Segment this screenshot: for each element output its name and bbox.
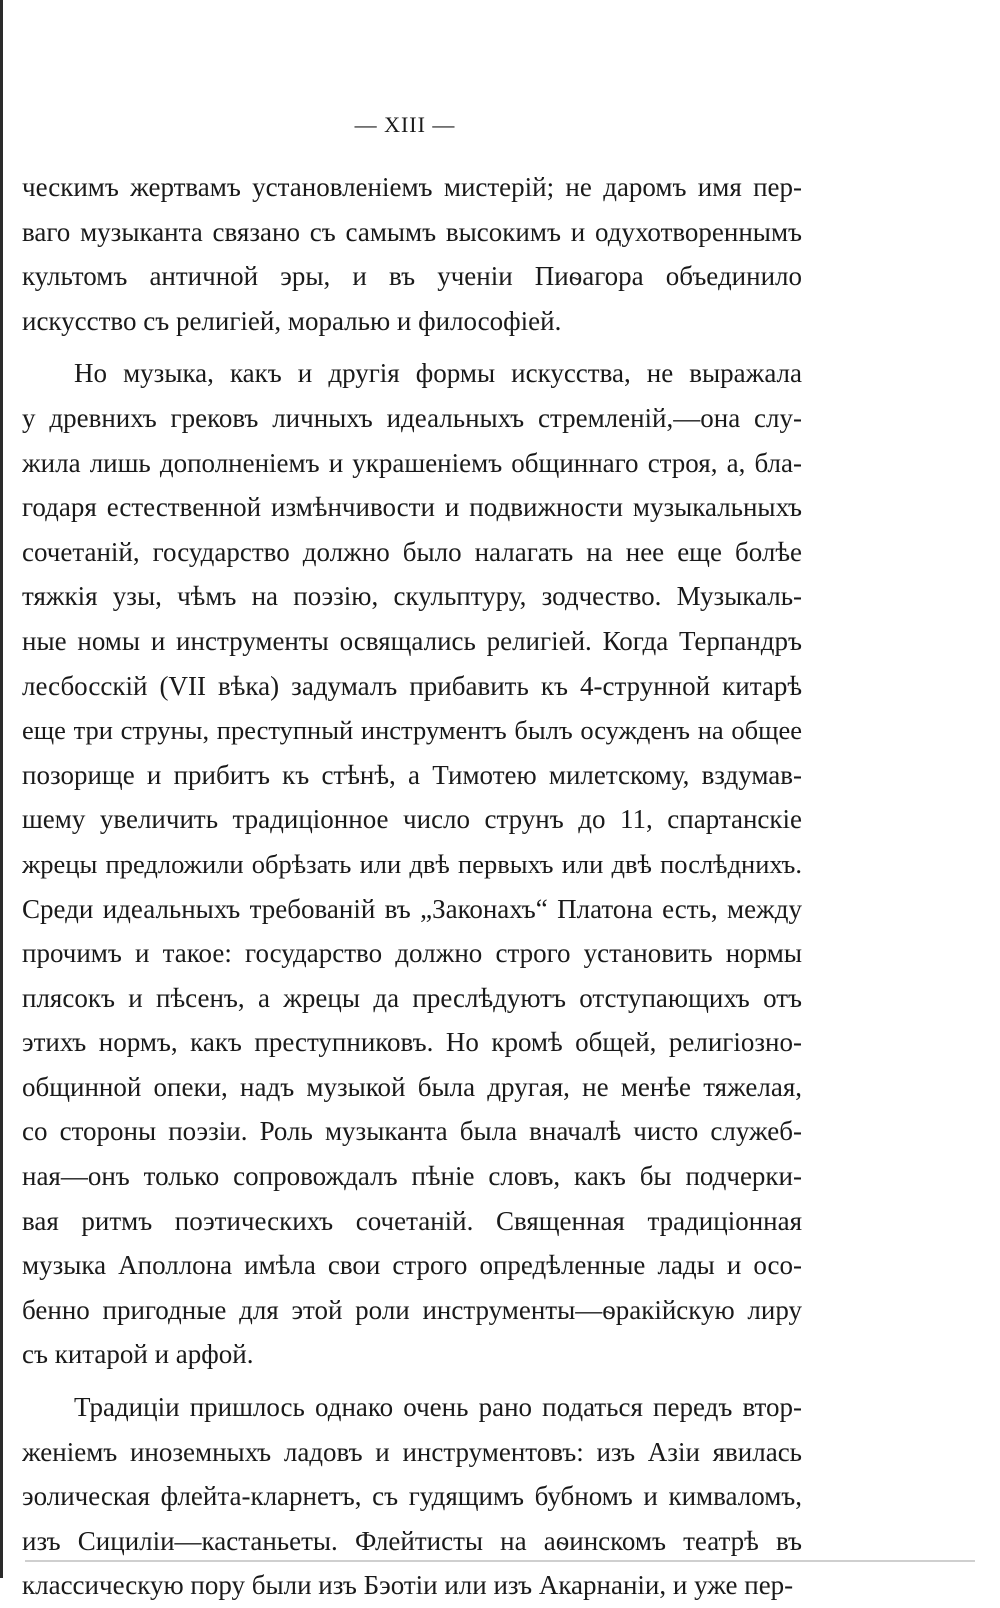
text-line: позорище и прибитъ къ стѣнѣ, а Тимотею милетскому, вздумав- [22,759,802,790]
text-line: женіемъ иноземныхъ ладовъ и инструментовъ: изъ Азіи явилась [22,1436,802,1467]
text-line: годаря естественной измѣнчивости и подвижности музыкальныхъ [22,492,802,523]
text-line: жрецы предложили обрѣзать или двѣ первыхъ или двѣ послѣднихъ. [22,848,802,879]
text-line: этихъ нормъ, какъ преступниковъ. Но кромѣ общей, религіозно- [22,1027,802,1058]
text-line: музыка Аполлона имѣла свои строго опредѣленные лады и осо- [22,1250,802,1281]
text-line: Но музыка, какъ и другія формы искусства, не выражала [74,358,802,389]
text-line: классическую пору были изъ Бэотіи или изъ Акарнаніи, и уже пер- [22,1570,794,1601]
text-line: ная—онъ только сопровождалъ пѣніе словъ, какъ бы подчерки- [22,1161,802,1192]
paragraph-gap [22,343,802,351]
paragraph-gap [22,1377,802,1385]
text-line: общинной опеки, надъ музыкой была другая, не менѣе тяжелая, [22,1071,802,1102]
text-line: изъ Сициліи—кастаньеты. Флейтисты на аѳинскомъ театрѣ въ [22,1525,802,1556]
text-line: плясокъ и пѣсенъ, а жрецы да преслѣдуютъ отступающихъ отъ [22,982,802,1013]
text-line: еще три струны, преступный инструментъ былъ осужденъ на общее [22,715,802,746]
text-line: ные номы и инструменты освящались религіей. Когда Терпандръ [22,625,802,656]
text-line: шему увеличить традиціонное число струнъ до 11, спартанскіе [22,804,802,835]
page-bottom-edge [25,1560,975,1562]
body-text [22,165,802,1608]
text-line: сочетаній, государство должно было налагать на нее еще болѣе [22,536,802,567]
text-line: Среди идеальныхъ требованій въ „Законахъ“ Платона есть, между [22,893,802,924]
paragraph [22,165,802,343]
text-line: искусство съ религіей, моралью и философіей. [22,305,562,336]
text-line: ческимъ жертвамъ установленіемъ мистерій; не даромъ имя пер- [22,172,802,202]
page-left-edge [0,0,3,1578]
text-line: эолическая флейта-кларнетъ, съ гудящимъ бубномъ и кимваломъ, [22,1481,802,1512]
text-line: съ китарой и арфой. [22,1339,254,1370]
text-line: Традиціи пришлось однако очень рано податься передъ втор- [74,1392,802,1423]
text-line: ваго музыканта связано съ самымъ высокимъ и одухотвореннымъ [22,216,802,247]
text-line: прочимъ и такое: государство должно строго установить нормы [22,938,802,969]
text-line: лесбосскій (VII вѣка) задумалъ прибавить къ 4-струнной китарѣ [22,670,802,701]
paragraph [22,1385,802,1608]
page-number: — XIII — [354,112,456,137]
paragraph [22,351,802,1377]
text-line: у древнихъ грековъ личныхъ идеальныхъ стремленій,—она слу- [22,402,802,433]
text-line: вая ритмъ поэтическихъ сочетаній. Священная традиціонная [22,1205,802,1236]
text-line: жила лишь дополненіемъ и украшеніемъ общиннаго строя, а, бла- [22,447,802,478]
text-line: бенно пригодные для этой роли инструменты—ѳракійскую лиру [22,1294,802,1325]
text-line: со стороны поэзіи. Роль музыканта была вначалѣ чисто служеб- [22,1116,802,1147]
text-line: тяжкія узы, чѣмъ на поэзію, скульптуру, зодчество. Музыкаль- [22,581,802,612]
text-line: культомъ античной эры, и въ ученіи Пиѳагора объединило [22,261,802,292]
